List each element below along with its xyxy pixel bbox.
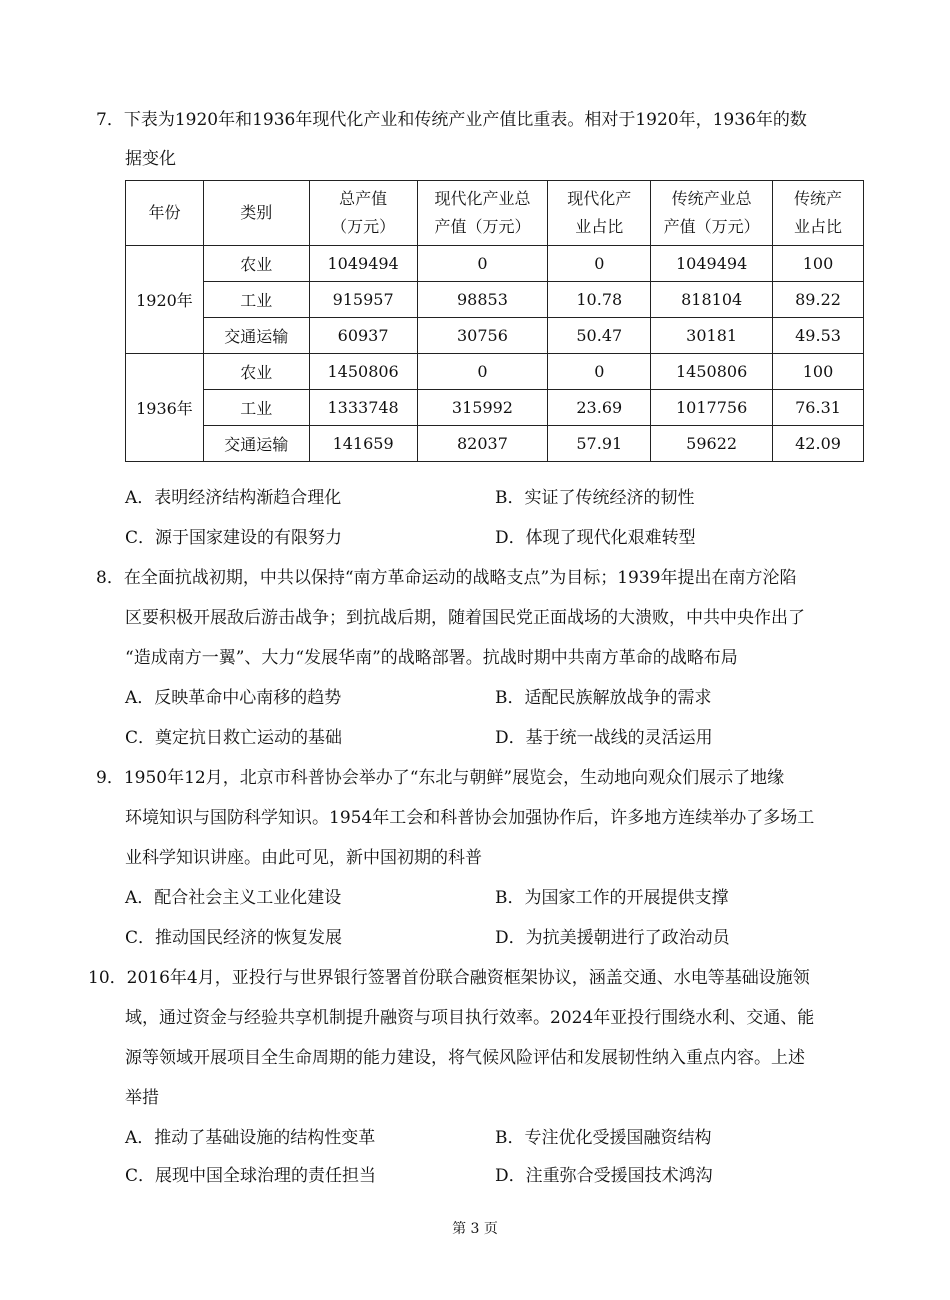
- q8-option-a[interactable]: A．反映革命中心南移的趋势: [125, 688, 342, 708]
- q9-line-2: 环境知识与国防科学知识。1954年工会和科普协会加强协作后，许多地方连续举办了多场工: [125, 808, 815, 828]
- q10-stem-1: 2016年4月，亚投行与世界银行签署首份联合融资框架协议，涵盖交通、水电等基础设施领: [126, 968, 810, 988]
- table-cell: 交通运输: [203, 318, 309, 354]
- table-cell: 0: [417, 246, 548, 282]
- table-header-text: 产值（万元）: [434, 217, 531, 236]
- q8-option-b[interactable]: B．适配民族解放战争的需求: [495, 688, 712, 708]
- table-cell: 915957: [309, 282, 417, 318]
- q7-data-table: [125, 180, 864, 462]
- table-cell: 0: [548, 354, 651, 390]
- table-cell: 1017756: [651, 390, 773, 426]
- q7-number: 7．: [96, 110, 124, 130]
- table-cell: 82037: [417, 426, 548, 462]
- table-cell: 1049494: [309, 246, 417, 282]
- table-cell: 1450806: [309, 354, 417, 390]
- table-cell: 工业: [203, 390, 309, 426]
- table-cell: 818104: [651, 282, 773, 318]
- table-header-row: [126, 181, 864, 246]
- table-header-text: 传统产: [794, 189, 843, 208]
- table-header-cell: [548, 181, 651, 246]
- table-cell: 交通运输: [203, 426, 309, 462]
- table-header-text: 总产值: [339, 189, 388, 208]
- q8-line-2: 区要积极开展敌后游击战争；到抗战后期，随着国民党正面战场的大溃败，中共中央作出了: [125, 608, 805, 628]
- q8-option-c[interactable]: C．奠定抗日救亡运动的基础: [125, 728, 343, 748]
- table-cell: 0: [548, 246, 651, 282]
- table-cell: 141659: [309, 426, 417, 462]
- q9-option-a[interactable]: A．配合社会主义工业化建设: [125, 888, 342, 908]
- q7-stem-1: 下表为1920年和1936年现代化产业和传统产业产值比重表。相对于1920年，1936年的数: [123, 110, 807, 130]
- q7-line-2: 据变化: [125, 149, 176, 169]
- table-header-cell: [203, 181, 309, 246]
- q9-line-1: [96, 766, 784, 790]
- q9-line-3: 业科学知识讲座。由此可见，新中国初期的科普: [125, 848, 482, 868]
- table-cell: 0: [417, 354, 548, 390]
- table-header-text: 年份: [148, 203, 181, 222]
- table-cell: 42.09: [773, 426, 864, 462]
- table-row: [126, 354, 864, 390]
- table-cell: 30181: [651, 318, 773, 354]
- table-cell: 100: [773, 354, 864, 390]
- table-header-text: 类别: [240, 203, 273, 222]
- table-cell: 农业: [203, 354, 309, 390]
- q8-stem-1: 在全面抗战初期，中共以保持“南方革命运动的战略支点”为目标；1939年提出在南方沦陷: [123, 568, 797, 588]
- table-cell: 100: [773, 246, 864, 282]
- table-cell: 57.91: [548, 426, 651, 462]
- table-row: [126, 318, 864, 354]
- table-header-cell: [773, 181, 864, 246]
- table-header-text: 传统产业总: [671, 189, 752, 208]
- q7-option-d[interactable]: D．体现了现代化艰难转型: [495, 528, 696, 548]
- table-cell: 49.53: [773, 318, 864, 354]
- q10-option-c[interactable]: C．展现中国全球治理的责任担当: [125, 1166, 377, 1186]
- q7-option-c[interactable]: C．源于国家建设的有限努力: [125, 528, 343, 548]
- table-cell: 315992: [417, 390, 548, 426]
- q9-option-b[interactable]: B．为国家工作的开展提供支撑: [495, 888, 729, 908]
- q8-option-d[interactable]: D．基于统一战线的灵活运用: [495, 728, 713, 748]
- q9-stem-1: 1950年12月，北京市科普协会举办了“东北与朝鲜”展览会，生动地向观众们展示了地缘: [123, 768, 785, 788]
- table-cell: 农业: [203, 246, 309, 282]
- table-header-text: 产值（万元）: [663, 217, 760, 236]
- table-year-cell: 1920年: [126, 246, 204, 354]
- table-cell: 98853: [417, 282, 548, 318]
- table-cell: 23.69: [548, 390, 651, 426]
- table-cell: 60937: [309, 318, 417, 354]
- table-cell: 59622: [651, 426, 773, 462]
- q8-number: 8．: [96, 568, 124, 588]
- q9-option-d[interactable]: D．为抗美援朝进行了政治动员: [495, 928, 730, 948]
- table-cell: 50.47: [548, 318, 651, 354]
- table-row: [126, 282, 864, 318]
- table-cell: 1333748: [309, 390, 417, 426]
- table-cell: 89.22: [773, 282, 864, 318]
- table-header-cell: [309, 181, 417, 246]
- page-number: 第 3 页: [452, 1221, 498, 1237]
- table-header-text: 现代化产: [567, 189, 632, 208]
- table-header-text: 业占比: [794, 217, 843, 236]
- q10-option-b[interactable]: B．专注优化受援国融资结构: [495, 1128, 712, 1148]
- table-row: [126, 390, 864, 426]
- table-header-text: （万元）: [331, 217, 396, 236]
- table-cell: 工业: [203, 282, 309, 318]
- table-body: [126, 246, 864, 462]
- q10-line-3: 源等领域开展项目全生命周期的能力建设，将气候风险评估和发展韧性纳入重点内容。上述: [125, 1048, 805, 1068]
- q10-line-4: 举措: [125, 1088, 159, 1108]
- table-row: [126, 426, 864, 462]
- table-header-text: 业占比: [575, 217, 624, 236]
- q10-line-2: 域，通过资金与经验共享机制提升融资与项目执行效率。2024年亚投行围绕水利、交通、能: [125, 1008, 815, 1028]
- table-cell: 1049494: [651, 246, 773, 282]
- q10-line-1: [88, 966, 810, 990]
- q9-option-c[interactable]: C．推动国民经济的恢复发展: [125, 928, 343, 948]
- table-header-cell: [651, 181, 773, 246]
- table-cell: 10.78: [548, 282, 651, 318]
- q8-line-1: [96, 566, 796, 590]
- table-cell: 1450806: [651, 354, 773, 390]
- q7-option-a[interactable]: A．表明经济结构渐趋合理化: [125, 488, 342, 508]
- q9-number: 9．: [96, 768, 124, 788]
- table-year-cell: 1936年: [126, 354, 204, 462]
- table-cell: 76.31: [773, 390, 864, 426]
- q10-number: 10．: [88, 968, 127, 988]
- table-header-cell: [126, 181, 204, 246]
- table-header-cell: [417, 181, 548, 246]
- table-header-text: 现代化产业总: [434, 189, 531, 208]
- table-row: [126, 246, 864, 282]
- q10-option-a[interactable]: A．推动了基础设施的结构性变革: [125, 1128, 376, 1148]
- q10-option-d[interactable]: D．注重弥合受援国技术鸿沟: [495, 1166, 713, 1186]
- q7-option-b[interactable]: B．实证了传统经济的韧性: [495, 488, 695, 508]
- table-cell: 30756: [417, 318, 548, 354]
- q8-line-3: “造成南方一翼”、大力“发展华南”的战略部署。抗战时期中共南方革命的战略布局: [125, 648, 738, 668]
- q7-line-1: [96, 108, 807, 132]
